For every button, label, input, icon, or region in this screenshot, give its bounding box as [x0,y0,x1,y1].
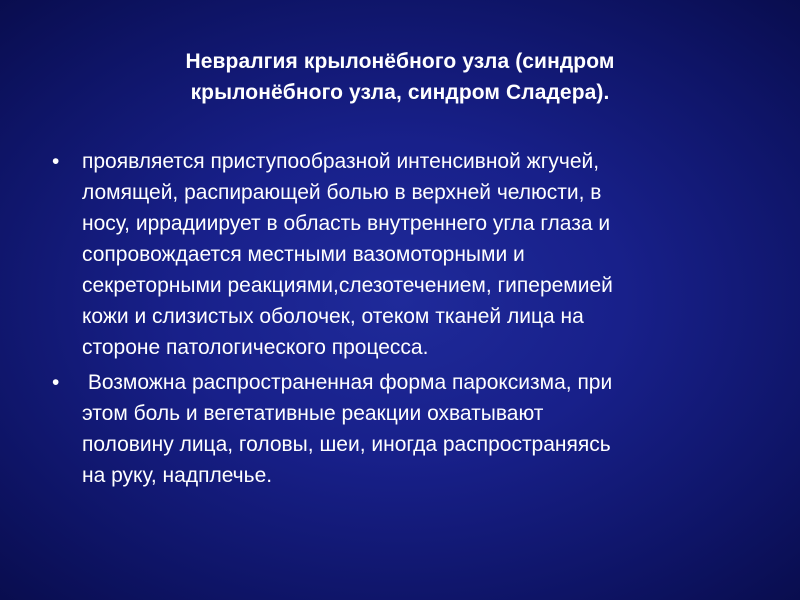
slide-title [60,46,740,108]
bullet-1-line-1: проявляется приступообразной интенсивной жгучей, [82,150,600,173]
bullet-1-line-2: ломящей, распирающей болью в верхней челюсти, в [82,181,602,204]
bullet-2-line-2: этом боль и вегетативные реакции охватывают [82,402,544,425]
bullet-1-line-6: кожи и слизистых оболочек, отеком тканей лица на [82,305,584,328]
bullet-2-line-3: половину лица, головы, шеи, иногда распространяясь [82,433,611,456]
title-line-2: крылонёбного узла, синдром Сладера). [190,81,610,104]
bullet-marker-1: • [52,150,60,173]
bullet-2-line-1: Возможна распространенная форма пароксизма, при [82,371,613,394]
bullet-1-line-7: стороне патологического процесса. [82,336,429,359]
bullet-1-line-4: сопровождается местными вазомоторными и [82,243,525,266]
title-line-1: Невралгия крылонёбного узла (синдром [185,50,615,73]
bullet-2-line-4: на руку, надплечье. [82,464,273,487]
bullet-item-2 [48,367,768,491]
bullet-item-1 [48,146,768,363]
bullet-marker-2: • [52,371,60,394]
bullet-list [48,146,768,495]
bullet-1-line-5: секреторными реакциями,слезотечением, гиперемией [82,274,613,297]
bullet-1-line-3: носу, иррадиирует в область внутреннего угла глаза и [82,212,611,235]
